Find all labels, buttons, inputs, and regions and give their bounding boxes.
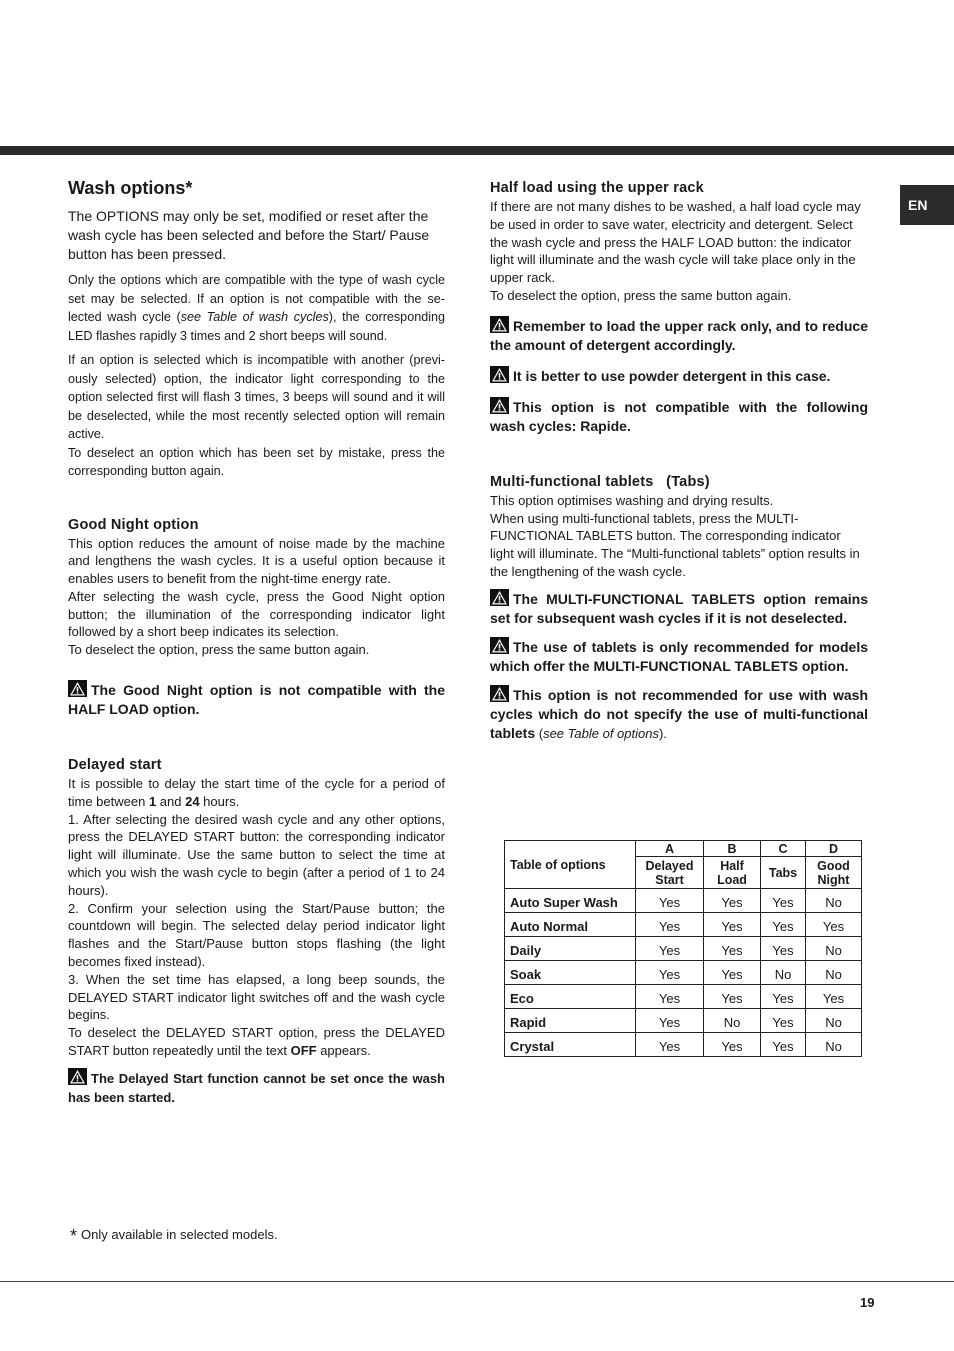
col-letter: D: [806, 841, 862, 857]
half-load-heading: Half load using the upper rack: [490, 180, 704, 196]
table-row: [505, 1009, 862, 1033]
footnote: * Only available in selected models.: [70, 1226, 278, 1246]
row-name: Soak: [505, 961, 636, 985]
table-row: [505, 913, 862, 937]
table-row: [505, 961, 862, 985]
half-load-p1: If there are not many dishes to be washed, a half load cycle may be used in order to save water, electricity and detergent. Select the wash cycle and press the HALF LOAD button: the indicator light will illuminate and the wash cycle will take place only in the upper rack.: [490, 199, 861, 286]
table-cell: Yes: [704, 985, 761, 1009]
tabs-p2: When using multi-functional tablets, press the MULTI- FUNCTIONAL TABLETS button. The corresponding indicator light will illuminate. The “Multi-functional tablets” option results in the lengthening of the wash cycle.: [490, 510, 860, 579]
table-cell: Yes: [761, 889, 806, 913]
delayed-start-step-1: 1. After selecting the desired wash cycle and any other options, press the DELAYED START button: the corresponding indicator light will illuminate. Use the same button to select the time at which you wish the wash cycle to begin (after a period of 1 to 24 hours).: [68, 811, 445, 898]
warning-icon: [490, 685, 509, 702]
warning-icon: [490, 637, 509, 654]
table-cell: Yes: [761, 985, 806, 1009]
row-name: Rapid: [505, 1009, 636, 1033]
language-tab: EN: [900, 185, 954, 225]
table-cell: Yes: [636, 961, 704, 985]
options-table: [504, 840, 862, 1057]
warning-icon: [68, 1068, 87, 1085]
table-cell: Yes: [761, 937, 806, 961]
top-bar: [0, 146, 954, 155]
delayed-start-warning: The Delayed Start function cannot be set once the wash has been started.: [68, 1068, 445, 1107]
half-load-warning-1: Remember to load the upper rack only, and to reduce the amount of detergent accordingly.: [490, 317, 868, 353]
table-cell: Yes: [636, 889, 704, 913]
warning-icon: [490, 316, 509, 333]
table-cell: Yes: [704, 1033, 761, 1057]
warning-icon: [68, 680, 87, 697]
table-cell: Yes: [761, 913, 806, 937]
page-title: Wash options*: [68, 178, 193, 198]
deselect-paragraph: To deselect an option which has been set by mistake, press the corresponding button again.: [68, 445, 445, 478]
tabs-warning-3: This option is not recommended for use with wash cycles which do not specify the use of multi-functional tablets (see Table of options).: [490, 686, 868, 741]
table-cell: No: [704, 1009, 761, 1033]
delayed-start-p1: It is possible to delay the start time of the cycle for a period of time between 1 and 24 hours.: [68, 776, 445, 809]
tabs-heading: Multi-functional tablets (Tabs): [490, 473, 710, 490]
table-row: [505, 889, 862, 913]
incompat-paragraph: If an option is selected which is incompatible with another (previ- ously selected) option, the indicator light corresponding to the option selected first will flash 3 times, 3 beeps will sound and it will be deselected, while the most recently selected option will remain active.: [68, 353, 445, 441]
bottom-rule: [0, 1281, 954, 1282]
table-cell: Yes: [636, 913, 704, 937]
table-cell: No: [806, 1009, 862, 1033]
row-name: Auto Super Wash: [505, 889, 636, 913]
row-name: Crystal: [505, 1033, 636, 1057]
col-letter: B: [704, 841, 761, 857]
delayed-start-step-2: 2. Confirm your selection using the Start/Pause button; the countdown will begin. The selected delay period indicator light flashes and the Start/Pause button stops flashing (the light becomes fixed instead).: [68, 900, 445, 970]
table-cell: Yes: [761, 1033, 806, 1057]
warning-icon: [490, 397, 509, 414]
table-body: [505, 889, 862, 1057]
table-cell: Yes: [806, 985, 862, 1009]
row-name: Eco: [505, 985, 636, 1009]
col-header: Half Load: [704, 857, 761, 889]
row-name: Daily: [505, 937, 636, 961]
table-cell: No: [806, 961, 862, 985]
table-row: [505, 937, 862, 961]
delayed-start-step-3: 3. When the set time has elapsed, a long beep sounds, the DELAYED START indicator light switches off and the wash cycle begins.: [68, 971, 445, 1023]
delayed-start-deselect: To deselect the DELAYED START option, press the DELAYED START button repeatedly until the text OFF appears.: [68, 1025, 445, 1059]
table-cell: Yes: [704, 913, 761, 937]
row-name: Auto Normal: [505, 913, 636, 937]
tabs-warning-1: The MULTI-FUNCTIONAL TABLETS option remains set for subsequent wash cycles if it is not deselected.: [490, 590, 868, 626]
good-night-p1: This option reduces the amount of noise made by the machine and lengthens the wash cycles. It is a useful option because it enables users to benefit from the night-time energy rate.: [68, 535, 445, 587]
right-column: [490, 180, 868, 743]
table-ref: see Table of wash cycles: [180, 310, 329, 324]
table-cell: Yes: [636, 937, 704, 961]
good-night-p2: After selecting the wash cycle, press the Good Night option button; the illumination of the corresponding indicator light followed by a short beep indicates its selection.: [68, 588, 445, 640]
col-header: Tabs: [761, 857, 806, 889]
table-cell: Yes: [761, 1009, 806, 1033]
left-column: [68, 178, 445, 1107]
good-night-warning: The Good Night option is not compatible with the HALF LOAD option.: [68, 682, 445, 718]
table-cell: Yes: [636, 985, 704, 1009]
col-header: Delayed Start: [636, 857, 704, 889]
warning-icon: [490, 366, 509, 383]
compat-paragraph: Only the options which are compatible with the type of wash cycle set may be selected. If an option is not compatible with the se- lected wash cycle (see Table of wash cycles), the corresponding LED flashes rapidly 3 times and 2 short beeps will sound.: [68, 273, 446, 343]
table-cell: Yes: [704, 937, 761, 961]
good-night-heading: Good Night option: [68, 516, 199, 533]
table-cell: No: [806, 889, 862, 913]
table-row: [505, 1033, 862, 1057]
tabs-p1: This option optimises washing and drying results.: [490, 492, 774, 508]
table-cell: Yes: [704, 889, 761, 913]
delayed-start-heading: Delayed start: [68, 757, 162, 774]
half-load-warning-3: This option is not compatible with the following wash cycles: Rapide.: [490, 398, 868, 434]
intro-paragraph: The OPTIONS may only be set, modified or reset after the wash cycle has been selected and before the Start/ Pause button has been pressed.: [68, 208, 430, 262]
table-cell: Yes: [704, 961, 761, 985]
col-letter: A: [636, 841, 704, 857]
table-ref: see Table of options: [543, 725, 659, 741]
table-label: Table of options: [505, 841, 636, 889]
col-letter: C: [761, 841, 806, 857]
table-row: [505, 985, 862, 1009]
half-load-p2: To deselect the option, press the same button again.: [490, 287, 792, 303]
tabs-warning-2: The use of tablets is only recommended for models which offer the MULTI-FUNCTIONAL TABLETS option.: [490, 638, 868, 674]
warning-icon: [490, 589, 509, 606]
table-cell: Yes: [806, 913, 862, 937]
col-header: Good Night: [806, 857, 862, 889]
page-number: 19: [860, 1295, 875, 1310]
table-cell: No: [761, 961, 806, 985]
table-cell: No: [806, 1033, 862, 1057]
good-night-p3: To deselect the option, press the same button again.: [68, 642, 370, 658]
table-cell: Yes: [636, 1033, 704, 1057]
half-load-warning-2: It is better to use powder detergent in this case.: [490, 366, 868, 386]
table-cell: Yes: [636, 1009, 704, 1033]
table-cell: No: [806, 937, 862, 961]
